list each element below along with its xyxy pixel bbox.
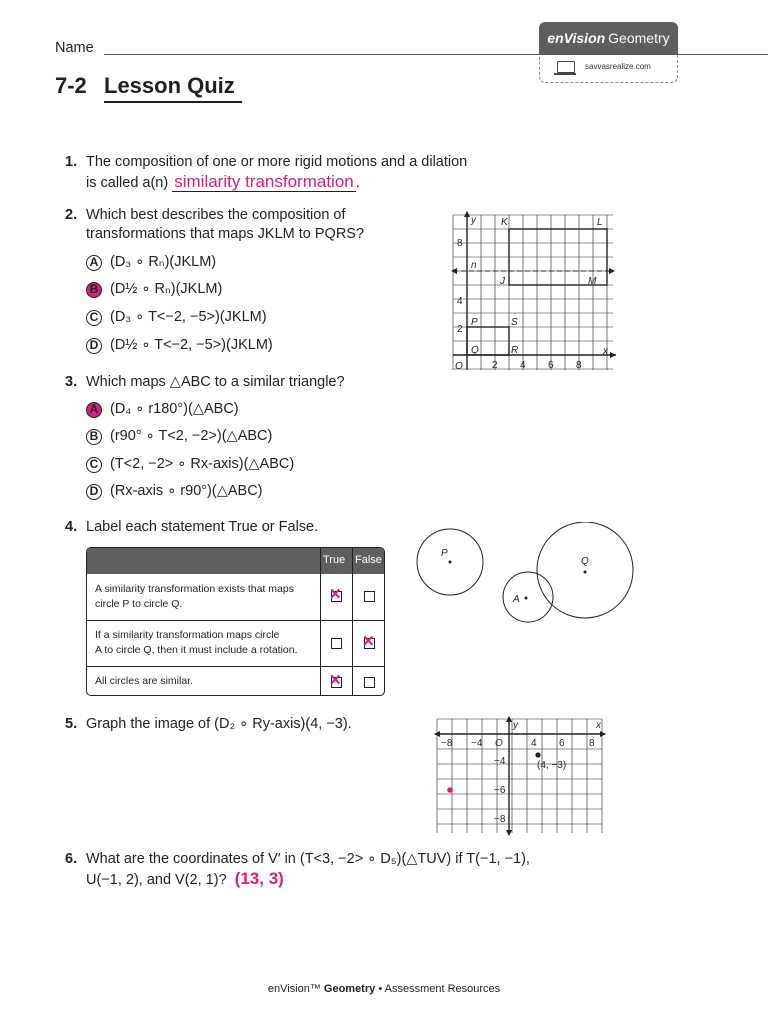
row2-true-checkbox[interactable]: [331, 638, 342, 649]
option-b-circle-selected[interactable]: B: [86, 282, 102, 298]
row2-false-checkmark-icon: ✕: [362, 633, 375, 650]
row1-true-checkmark-icon: ✕: [329, 586, 342, 603]
q5-text: Graph the image of (D₂ ∘ Ry-axis)(4, −3).: [86, 716, 352, 732]
q2-option-c[interactable]: C (D₃ ∘ T<−2, −5>)(JKLM): [86, 308, 267, 327]
statement-1-line1: A similarity transformation exists that maps: [95, 583, 294, 595]
q1-line1: The composition of one or more rigid motions and a dilation: [86, 154, 468, 170]
q2-line2: transformations that maps JKLM to PQRS?: [86, 226, 365, 242]
q1-line2: is called a(n) similarity transformation .: [86, 172, 360, 191]
row1-false-checkbox[interactable]: [364, 591, 375, 602]
svg-text:A: A: [513, 594, 520, 605]
statement-2-line2: A to circle Q, then it must include a rotation.: [95, 644, 298, 656]
col-true-header: True: [323, 554, 346, 566]
q6-line1: What are the coordinates of V′ in (T<3, −2> ∘ D₅)(△TUV) if T(−1, −1),: [86, 851, 530, 867]
svg-text:J: J: [500, 276, 505, 287]
row3-false-checkbox[interactable]: [364, 677, 375, 688]
option-d-circle[interactable]: D: [86, 338, 102, 354]
website-url[interactable]: savvasrealize.com: [585, 62, 651, 71]
brand-suffix: Geometry: [608, 30, 670, 46]
q6-answer[interactable]: (13, 3): [234, 869, 284, 888]
svg-text:S: S: [511, 317, 518, 328]
true-false-table: [86, 547, 385, 696]
svg-text:Q: Q: [471, 345, 479, 356]
q5-coordinate-grid: [433, 716, 608, 836]
svg-text:6: 6: [548, 360, 554, 371]
svg-text:2: 2: [492, 360, 498, 371]
svg-text:Q: Q: [581, 556, 589, 567]
option-a-circle-selected[interactable]: A: [86, 402, 102, 418]
lesson-number: 7-2: [55, 73, 87, 98]
svg-text:8: 8: [576, 360, 582, 371]
svg-text:8: 8: [457, 238, 463, 249]
svg-text:L: L: [597, 217, 603, 228]
q4-circles-figure: [410, 522, 640, 627]
option-c-circle[interactable]: C: [86, 310, 102, 326]
laptop-icon: [557, 61, 575, 73]
brand-badge: [539, 22, 678, 54]
q6-number: 6.: [65, 851, 78, 867]
svg-text:8: 8: [589, 738, 595, 749]
q3-number: 3.: [65, 374, 78, 390]
q1-prefix: is called a(n): [86, 175, 169, 191]
svg-text:O: O: [495, 738, 503, 749]
given-point: [535, 752, 540, 757]
svg-text:y: y: [471, 215, 476, 226]
svg-text:P: P: [441, 548, 448, 559]
svg-text:−8: −8: [494, 814, 506, 825]
svg-text:x: x: [596, 720, 601, 731]
q2-line1: Which best describes the composition of: [86, 207, 346, 223]
svg-text:x: x: [603, 346, 608, 357]
q2-option-a[interactable]: A (D₃ ∘ Rₙ)(JKLM): [86, 253, 216, 272]
statement-3-line1: All circles are similar.: [95, 675, 194, 687]
answer-point: [447, 787, 453, 793]
row3-true-checkmark-icon: ✕: [329, 672, 342, 689]
svg-text:R: R: [511, 345, 519, 356]
svg-text:−6: −6: [494, 785, 506, 796]
col-false-header: False: [355, 554, 382, 566]
q6-line2: U(−1, 2), and V(2, 1)? (13, 3): [86, 869, 284, 888]
option-d-circle[interactable]: D: [86, 484, 102, 500]
svg-text:−8: −8: [441, 738, 453, 749]
q3-option-b[interactable]: B (r90° ∘ T<2, −2>)(△ABC): [86, 427, 272, 446]
svg-text:n: n: [471, 260, 477, 271]
brand-prefix: enVision: [547, 30, 606, 46]
q3-option-c[interactable]: C (T<2, −2> ∘ Rx-axis)(△ABC): [86, 455, 294, 474]
svg-text:4: 4: [457, 296, 463, 307]
q3-text: Which maps △ABC to a similar triangle?: [86, 374, 345, 390]
svg-text:K: K: [501, 217, 508, 228]
option-a-circle[interactable]: A: [86, 255, 102, 271]
statement-1-line2: circle P to circle Q.: [95, 598, 183, 610]
svg-text:(4, −3): (4, −3): [537, 760, 567, 771]
svg-text:−4: −4: [494, 756, 506, 767]
svg-text:4: 4: [531, 738, 537, 749]
q2-coordinate-grid: [448, 210, 618, 376]
svg-text:−4: −4: [471, 738, 483, 749]
svg-text:P: P: [471, 317, 478, 328]
svg-text:2: 2: [457, 324, 463, 335]
svg-text:O: O: [455, 361, 463, 372]
q2-option-b[interactable]: B (D½ ∘ Rₙ)(JKLM): [86, 280, 222, 299]
q4-text: Label each statement True or False.: [86, 519, 319, 535]
svg-text:6: 6: [559, 738, 565, 749]
svg-text:4: 4: [520, 360, 526, 371]
q5-number: 5.: [65, 716, 78, 732]
q3-option-d[interactable]: D (Rx-axis ∘ r90°)(△ABC): [86, 482, 263, 501]
q2-option-d[interactable]: D (D½ ∘ T<−2, −5>)(JKLM): [86, 336, 273, 355]
name-label: Name: [55, 40, 94, 56]
q2-number: 2.: [65, 207, 78, 223]
lesson-title: Lesson Quiz: [104, 73, 242, 103]
q1-number: 1.: [65, 154, 78, 170]
footer: enVision™ Geometry • Assessment Resources: [267, 983, 501, 995]
statement-2-line1: If a similarity transformation maps circle: [95, 629, 280, 641]
option-b-circle[interactable]: B: [86, 429, 102, 445]
svg-text:y: y: [513, 720, 518, 731]
q4-number: 4.: [65, 519, 78, 535]
q1-answer[interactable]: similarity transformation: [174, 172, 354, 191]
svg-text:M: M: [588, 276, 597, 287]
q3-option-a[interactable]: A (D₄ ∘ r180°)(△ABC): [86, 400, 239, 419]
option-c-circle[interactable]: C: [86, 457, 102, 473]
